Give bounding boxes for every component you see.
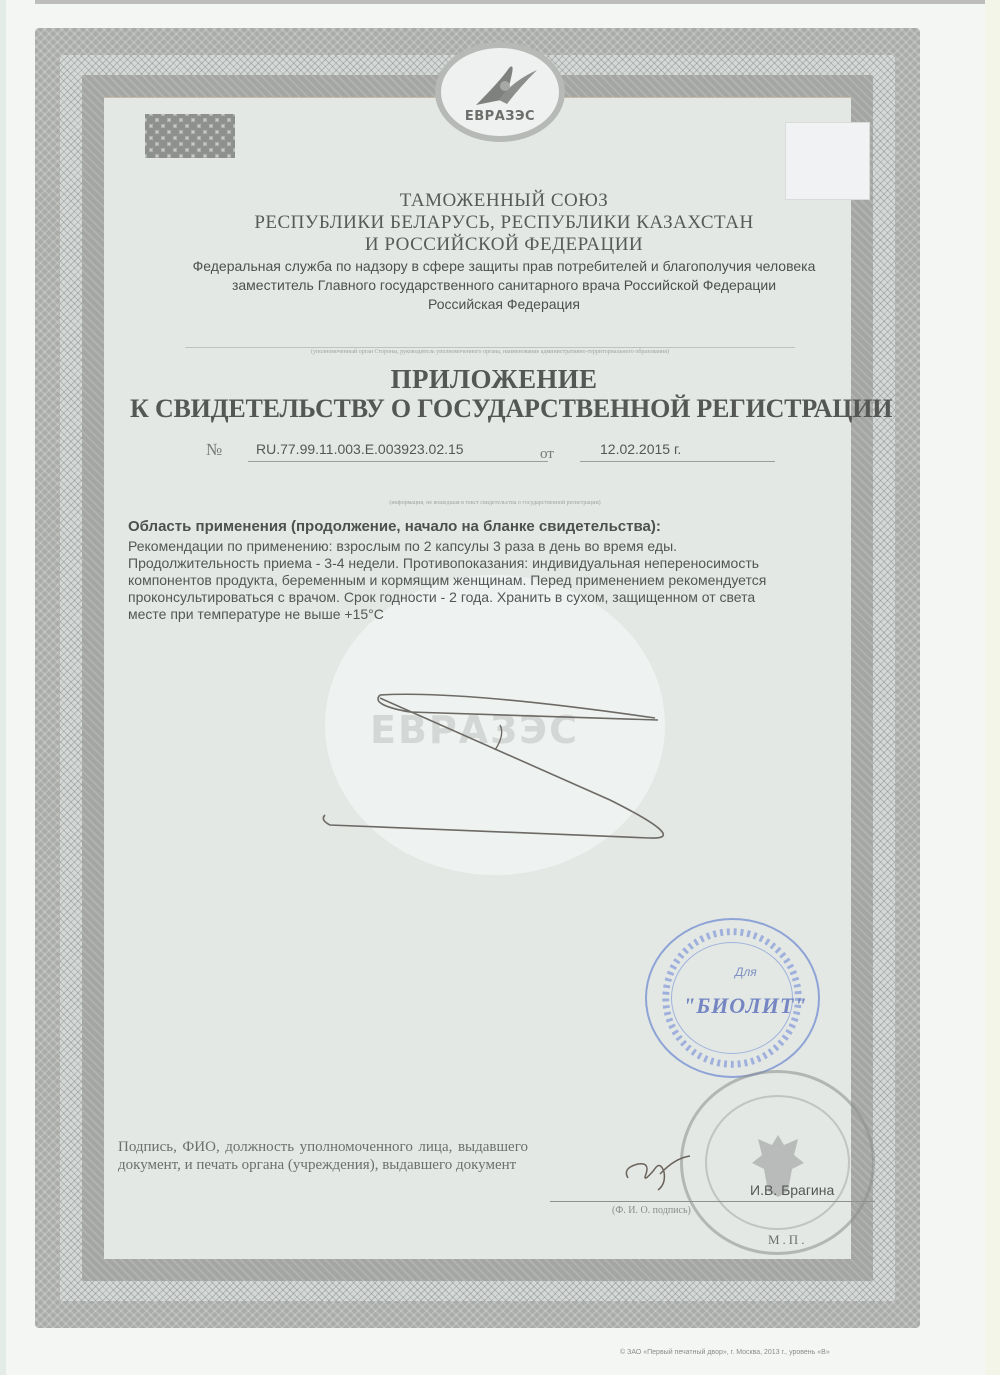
scan-edge-right (985, 0, 1000, 1375)
large-signature-stroke (310, 680, 690, 850)
scope-line: месте при температуре не выше +15°С (128, 606, 384, 622)
official-signature-stroke (620, 1150, 700, 1195)
watermark-label: ЕВРАЗЭС (370, 708, 579, 752)
header-federation: И РОССИЙСКОЙ ФЕДЕРАЦИИ (364, 234, 644, 255)
authority-line-3: Российская Федерация (428, 296, 580, 312)
number-sign: № (206, 440, 223, 459)
scope-heading: Область применения (продолжение, начало на бланке свидетельства): (128, 518, 661, 535)
authority-line-2: заместитель Главного государственного санитарного врача Российской Федерации (231, 277, 777, 293)
scope-line: Рекомендации по применению: взрослым по 2 капсулы 3 раза в день во время еды. (128, 538, 678, 554)
emblem-label: ЕВРАЗЭС (464, 109, 536, 124)
registration-caption: (информация, не вошедшая в текст свидетельства о государственной регистрации) (389, 500, 601, 506)
scope-line: проконсультироваться с врачом. Срок годности - 2 года. Хранить в сухом, защищенном от света (128, 589, 756, 605)
scan-edge-top (35, 0, 995, 4)
header-union: ТАМОЖЕННЫЙ СОЮЗ (399, 190, 609, 211)
document-title: ПРИЛОЖЕНИЕ (390, 364, 598, 394)
registration-line (200, 440, 800, 466)
stamp-company-name: "БИОЛИТ" (683, 993, 808, 1018)
fio-caption: (Ф. И. О. подпись) (612, 1205, 691, 1216)
seal-mark: М.П. (768, 1232, 808, 1247)
signature-line (550, 1201, 875, 1202)
scan-edge-left (0, 0, 6, 1375)
signer-name: И.В. Брагина (750, 1182, 835, 1198)
scope-line: компонентов продукта, беременным и кормящим женщинам. Перед применением рекомендуется (128, 572, 767, 588)
signature-caption: Подпись, ФИО, должность уполномоченного лица, выдавшего документ, и печать органа (учреждения), выдавшего документ (118, 1139, 528, 1173)
header-republics: РЕСПУБЛИКИ БЕЛАРУСЬ, РЕСПУБЛИКИ КАЗАХСТАН (254, 212, 754, 233)
scope-line: Продолжительность приема - 3-4 недели. Противопоказания: индивидуальная непереносимость (128, 555, 760, 571)
registration-date: 12.02.2015 г. (580, 441, 775, 462)
document-subtitle: К СВИДЕТЕЛЬСТВУ О ГОСУДАРСТВЕННОЙ РЕГИСТРАЦИИ (130, 394, 893, 423)
eurasec-bird-icon (471, 60, 541, 110)
security-hologram-patch (145, 114, 235, 158)
authority-line-1: Федеральная служба по надзору в сфере защиты прав потребителей и благополучия человека (192, 258, 816, 274)
application-scope (128, 518, 863, 623)
printer-note: © ЗАО «Первый печатный двор», г. Москва, 2013 г., уровень «В» (620, 1349, 830, 1356)
registration-number: RU.77.99.11.003.Е.003923.02.15 (248, 441, 548, 462)
from-label: от (540, 446, 554, 462)
authority-caption: (уполномоченный орган Стороны, руководитель уполномоченного органа, наименование административно-территориального образования) (185, 347, 795, 355)
corner-blank-area (785, 122, 870, 200)
eurasec-emblem (435, 42, 565, 142)
stamp-prefix: Для (735, 965, 757, 979)
